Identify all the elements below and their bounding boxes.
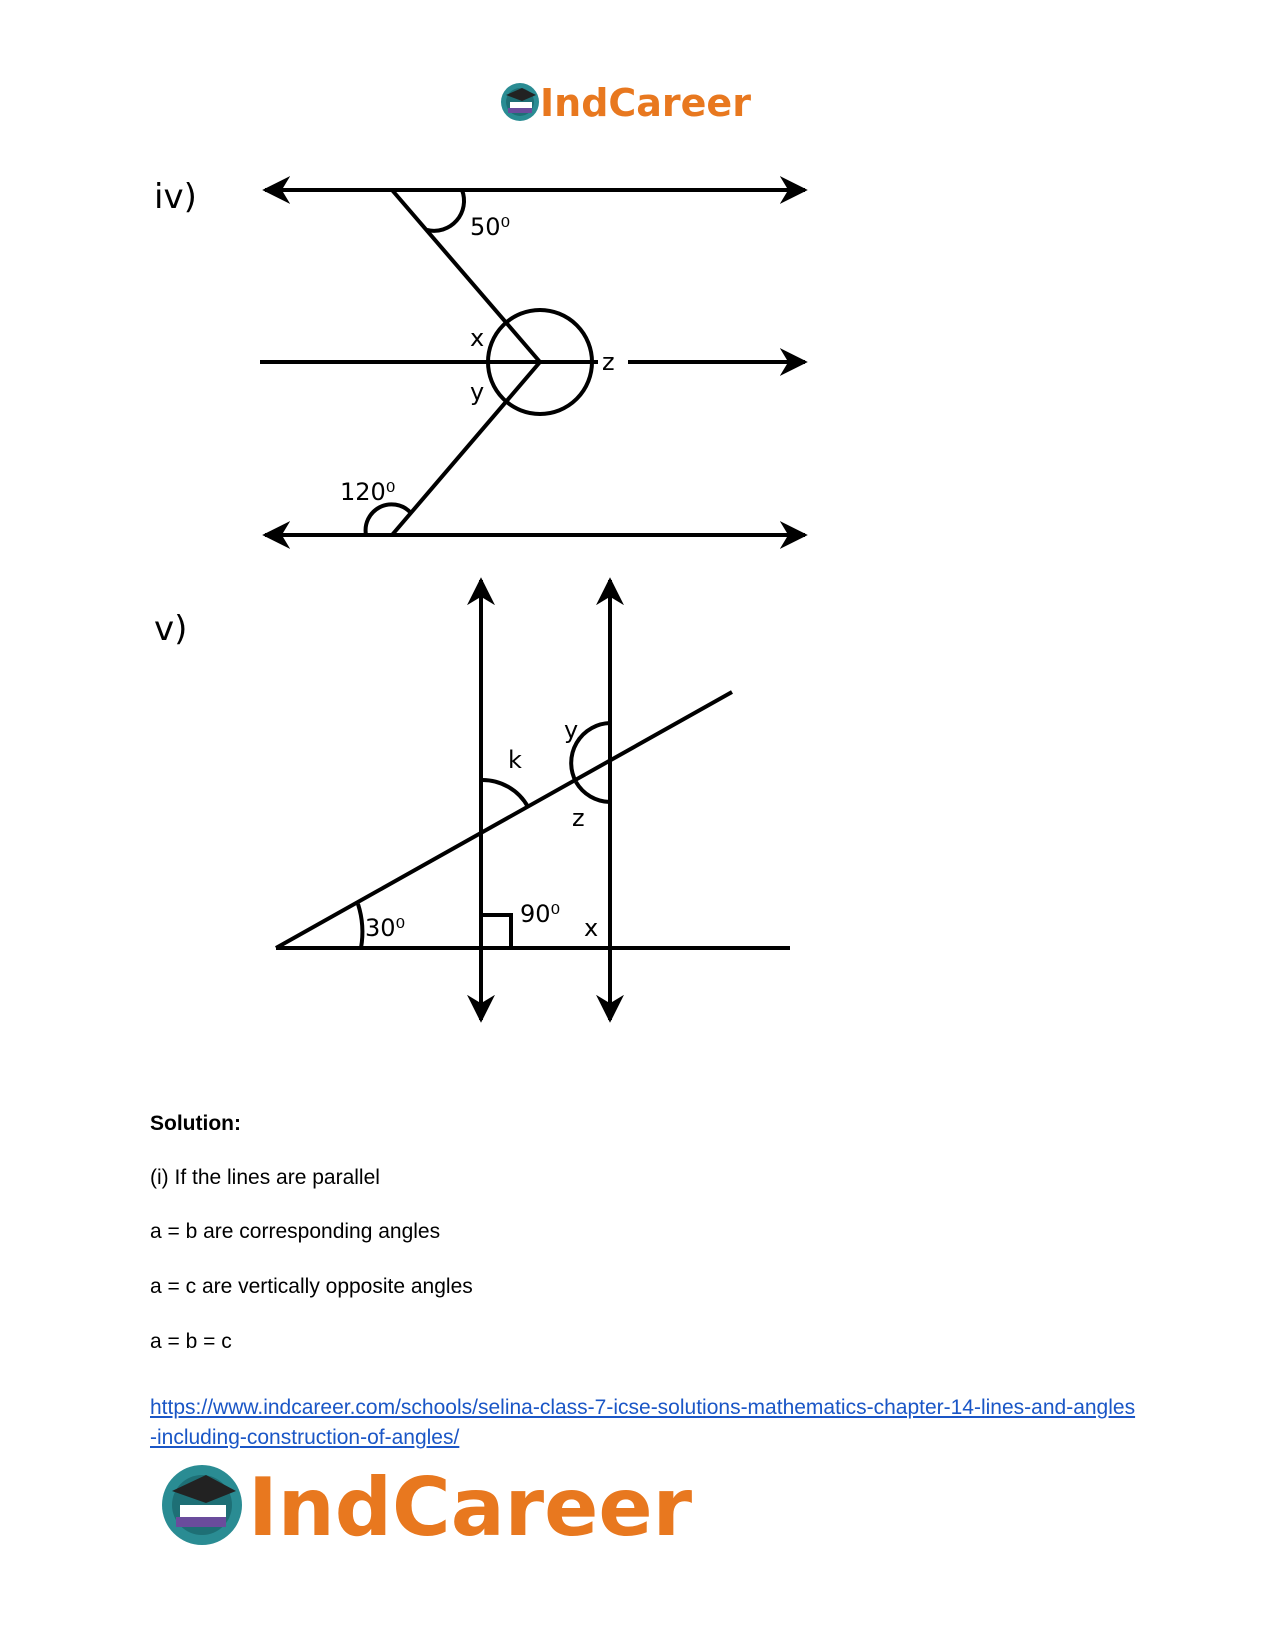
angle-arc-30 <box>358 904 362 948</box>
angle-label-x: x <box>584 914 599 942</box>
angle-label-k: k <box>508 746 522 774</box>
figure-v-label: v) <box>154 609 188 649</box>
angle-label-z: z <box>572 804 585 832</box>
indcareer-logo-bottom <box>158 1455 718 1555</box>
indcareer-logo-top <box>498 78 778 128</box>
lower-transversal <box>392 362 540 535</box>
slanted-line <box>276 692 732 948</box>
angle-label-30: 30⁰ <box>365 914 406 942</box>
solution-line-2: a = b are corresponding angles <box>150 1220 441 1243</box>
angle-label-y: y <box>470 378 485 406</box>
solution-line-3: a = c are vertically opposite angles <box>150 1275 473 1298</box>
geometry-figures <box>140 170 860 1070</box>
angle-label-x: x <box>470 324 485 352</box>
figure-iv <box>154 177 805 535</box>
figure-v <box>154 580 790 1020</box>
logo-wordmark: IndCareer <box>540 81 751 125</box>
angle-arc-50 <box>427 190 464 231</box>
solution-line-4: a = b = c <box>150 1330 232 1353</box>
angle-arc-z <box>576 782 610 802</box>
figure-iv-label: iv) <box>154 177 197 217</box>
upper-transversal <box>392 190 540 362</box>
angle-label-90: 90⁰ <box>520 900 561 928</box>
angle-arc-k <box>481 780 528 807</box>
solution-line-1: (i) If the lines are parallel <box>150 1166 380 1189</box>
source-link[interactable]: https://www.indcareer.com/schools/selina-class-7-icse-solutions-mathematics-chapter-14-lines-and-angles-including-construction-of-angles/ <box>150 1396 1136 1449</box>
graduation-cap-icon <box>501 83 539 121</box>
logo-wordmark: IndCareer <box>248 1461 693 1554</box>
angle-label-z: z <box>602 348 615 376</box>
right-angle-mark <box>481 915 511 948</box>
graduation-cap-icon <box>162 1465 242 1545</box>
solution-heading: Solution: <box>150 1112 241 1135</box>
angle-label-y: y <box>564 716 579 744</box>
angle-label-50: 50⁰ <box>470 213 511 241</box>
angle-label-120: 120⁰ <box>340 478 396 506</box>
